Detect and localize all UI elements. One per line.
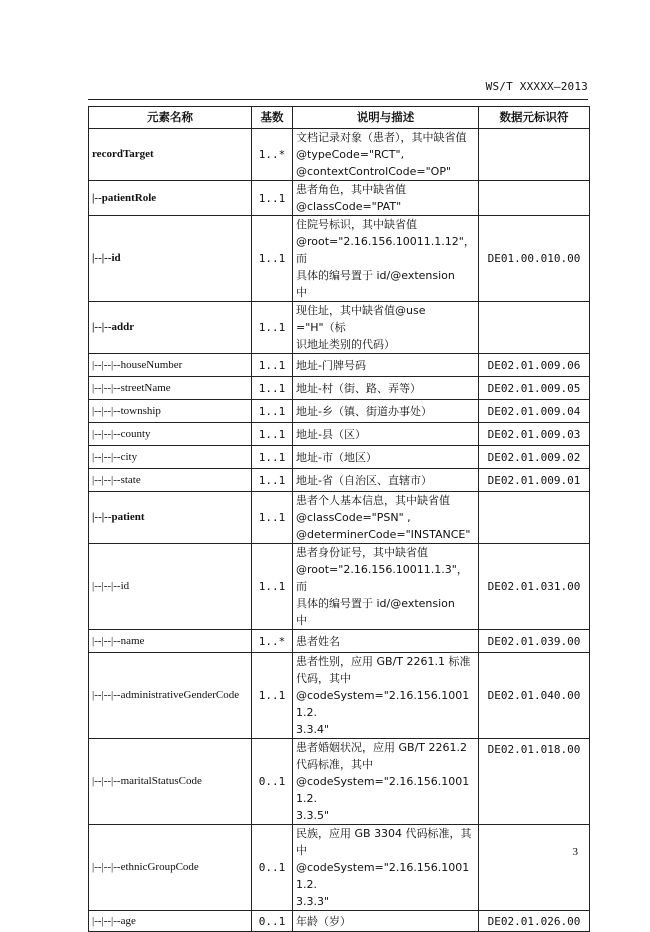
table-row [89, 739, 590, 825]
cardinality-cell: 1..1 [252, 302, 293, 354]
element-name-cell: |--|--|--houseNumber [89, 354, 252, 377]
column-header-description: 说明与描述 [293, 107, 479, 129]
table-row [89, 469, 590, 492]
table-row [89, 911, 590, 932]
description-line: 代码标准，其中 [296, 758, 373, 771]
element-name-cell: |--|--|--township [89, 400, 252, 423]
element-name-cell: |--|--|--state [89, 469, 252, 492]
data-element-id-cell [479, 492, 590, 544]
description-cell [293, 492, 479, 544]
cardinality-cell: 0..1 [252, 911, 293, 932]
element-name-cell: recordTarget [89, 129, 252, 181]
description-line: @codeSystem="2.16.156.10011.2. [296, 775, 470, 805]
data-element-id-cell [479, 825, 590, 911]
description-cell [293, 653, 479, 739]
description-line: 3.3.4" [296, 723, 330, 736]
data-element-id-cell: DE02.01.009.05 [479, 377, 590, 400]
data-element-id-cell: DE02.01.026.00 [479, 911, 590, 932]
cardinality-cell: 0..1 [252, 739, 293, 825]
description-line: 患者姓名 [296, 634, 340, 648]
element-name-cell: |--|--|--id [89, 544, 252, 630]
description-line: @typeCode="RCT", [296, 148, 405, 161]
description-line: @root="2.16.156.10011.1.12"，而 [296, 235, 475, 265]
table-row [89, 446, 590, 469]
cardinality-cell: 1..1 [252, 354, 293, 377]
cardinality-cell: 1..* [252, 630, 293, 653]
description-cell [293, 377, 479, 400]
data-element-id-cell: DE02.01.039.00 [479, 630, 590, 653]
description-line: 3.3.3" [296, 895, 330, 908]
description-cell [293, 129, 479, 181]
element-name-cell: |--|--patient [89, 492, 252, 544]
description-cell [293, 446, 479, 469]
description-line: 现住址，其中缺省值@use="H"（标 [296, 304, 426, 334]
data-element-id-cell: DE02.01.031.00 [479, 544, 590, 630]
table-row [89, 216, 590, 302]
data-element-id-cell: DE02.01.009.02 [479, 446, 590, 469]
document-code: WS/T XXXXX—2013 [485, 80, 588, 93]
element-name-cell: |--|--|--name [89, 630, 252, 653]
description-line: 地址-省（自治区、直辖市） [296, 473, 432, 487]
cardinality-cell: 1..1 [252, 216, 293, 302]
element-name-cell: |--|--id [89, 216, 252, 302]
column-header-cardinality: 基数 [252, 107, 293, 129]
table-row [89, 544, 590, 630]
element-name-cell: |--|--addr [89, 302, 252, 354]
description-line: 民族，应用 GB 3304 代码标准，其 [296, 827, 472, 840]
table-row [89, 377, 590, 400]
description-cell [293, 354, 479, 377]
description-line: 中 [296, 844, 307, 857]
element-name-cell: |--|--|--streetName [89, 377, 252, 400]
data-element-id-cell [479, 181, 590, 216]
description-line: 具体的编号置于 id/@extension [296, 597, 455, 610]
element-name-cell: |--|--|--ethnicGroupCode [89, 825, 252, 911]
table-body [89, 129, 590, 932]
cardinality-cell: 1..1 [252, 423, 293, 446]
description-cell [293, 911, 479, 932]
table-row [89, 630, 590, 653]
description-line: 文档记录对象（患者），其中缺省值 [296, 131, 467, 144]
data-element-id-cell [479, 302, 590, 354]
cardinality-cell: 1..1 [252, 544, 293, 630]
table-header-row [89, 107, 590, 129]
cardinality-cell: 1..1 [252, 400, 293, 423]
description-line: 地址-市（地区） [296, 450, 377, 464]
table-row [89, 181, 590, 216]
table-row [89, 825, 590, 911]
element-name-cell: |--|--|--age [89, 911, 252, 932]
element-name-cell: |--|--|--city [89, 446, 252, 469]
cardinality-cell: 0..1 [252, 825, 293, 911]
description-line: 患者性别，应用 GB/T 2261.1 标准 [296, 655, 471, 668]
table-row [89, 129, 590, 181]
column-header-data-element-id: 数据元标识符 [479, 107, 590, 129]
table-row [89, 354, 590, 377]
data-element-id-cell: DE02.01.009.01 [479, 469, 590, 492]
description-line: 年龄（岁） [296, 914, 351, 928]
description-cell [293, 739, 479, 825]
description-line: 中 [296, 286, 307, 299]
cardinality-cell: 1..1 [252, 469, 293, 492]
data-element-id-cell: DE02.01.018.00 [479, 739, 590, 825]
table-row [89, 423, 590, 446]
description-line: 地址-县（区） [296, 427, 366, 441]
description-cell [293, 544, 479, 630]
data-element-id-cell: DE02.01.009.04 [479, 400, 590, 423]
page-number: 3 [572, 846, 578, 858]
data-element-id-cell [479, 129, 590, 181]
data-element-id-cell: DE02.01.040.00 [479, 653, 590, 739]
description-line: 代码，其中 [296, 672, 351, 685]
table-row [89, 653, 590, 739]
cardinality-cell: 1..* [252, 129, 293, 181]
data-element-id-cell: DE02.01.009.06 [479, 354, 590, 377]
description-line: @codeSystem="2.16.156.10011.2. [296, 689, 470, 719]
cardinality-cell: 1..1 [252, 446, 293, 469]
data-element-id-cell: DE02.01.009.03 [479, 423, 590, 446]
table-row [89, 400, 590, 423]
description-line: 患者身份证号，其中缺省值 [296, 546, 428, 559]
description-cell [293, 400, 479, 423]
cardinality-cell: 1..1 [252, 377, 293, 400]
element-name-cell: |--|--|--maritalStatusCode [89, 739, 252, 825]
description-line: 患者角色，其中缺省值 [296, 183, 406, 196]
description-cell [293, 181, 479, 216]
description-line: 3.3.5" [296, 809, 330, 822]
description-cell [293, 423, 479, 446]
description-line: 住院号标识，其中缺省值 [296, 218, 417, 231]
description-line: @classCode="PSN" , [296, 511, 411, 524]
element-spec-table [88, 106, 590, 932]
description-line: 具体的编号置于 id/@extension [296, 269, 455, 282]
description-line: @determinerCode="INSTANCE" [296, 528, 471, 541]
element-name-cell: |--patientRole [89, 181, 252, 216]
element-name-cell: |--|--|--county [89, 423, 252, 446]
description-cell [293, 216, 479, 302]
description-line: @codeSystem="2.16.156.10011.2. [296, 861, 470, 891]
description-cell [293, 630, 479, 653]
description-line: 中 [296, 614, 307, 627]
description-line: 识地址类别的代码） [296, 338, 395, 351]
cardinality-cell: 1..1 [252, 653, 293, 739]
description-line: @contextControlCode="OP" [296, 165, 452, 178]
description-line: 地址-乡（镇、街道办事处） [296, 404, 432, 418]
description-cell [293, 302, 479, 354]
description-line: 患者婚姻状况，应用 GB/T 2261.2 [296, 741, 467, 754]
description-line: @root="2.16.156.10011.1.3"，而 [296, 563, 468, 593]
description-cell [293, 469, 479, 492]
description-line: 患者个人基本信息，其中缺省值 [296, 494, 450, 507]
cardinality-cell: 1..1 [252, 492, 293, 544]
description-line: 地址-村（街、路、弄等） [296, 381, 421, 395]
table-row [89, 492, 590, 544]
element-name-cell: |--|--|--administrativeGenderCode [89, 653, 252, 739]
description-line: @classCode="PAT" [296, 200, 402, 213]
description-cell [293, 825, 479, 911]
cardinality-cell: 1..1 [252, 181, 293, 216]
header-divider [88, 99, 588, 100]
description-line: 地址-门牌号码 [296, 358, 366, 372]
data-element-id-cell: DE01.00.010.00 [479, 216, 590, 302]
table-row [89, 302, 590, 354]
column-header-element-name: 元素名称 [89, 107, 252, 129]
